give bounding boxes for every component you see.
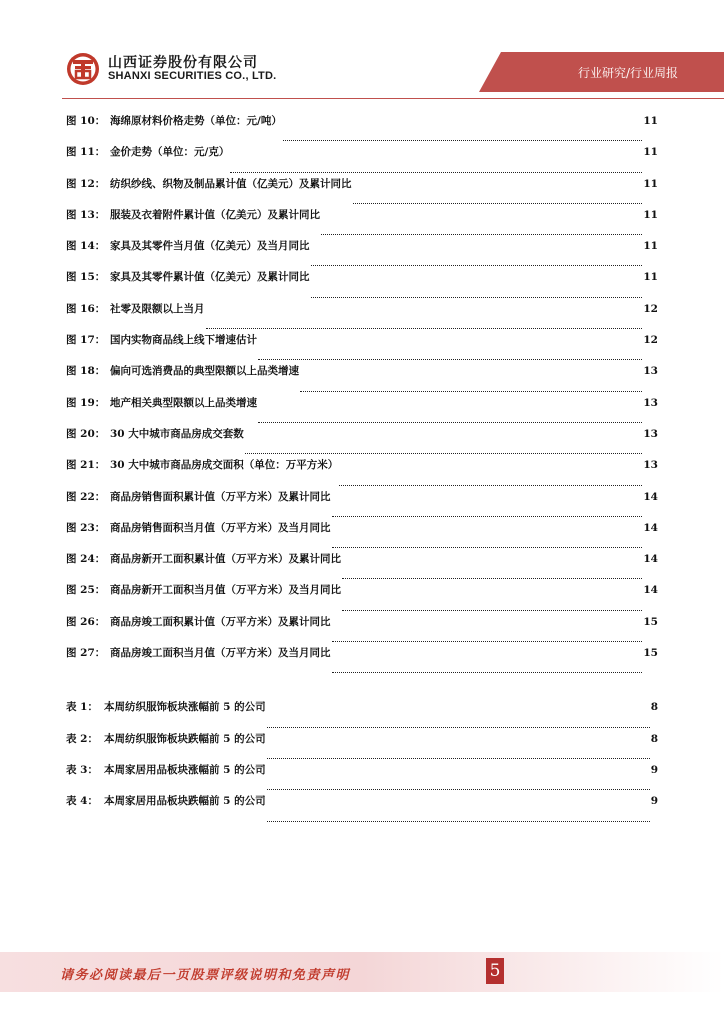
entry-label: 图 24： (66, 553, 106, 566)
dot-leader (267, 726, 650, 728)
dot-leader (353, 202, 643, 204)
report-category: 行业研究/行业周报 (577, 66, 678, 80)
entry-page-number: 8 (650, 732, 658, 745)
dot-leader (230, 171, 642, 173)
entry-page-number: 11 (643, 146, 658, 159)
dot-leader (300, 390, 642, 392)
table-of-contents (66, 114, 658, 826)
toc-figure-entry[interactable] (66, 239, 658, 270)
entry-title: 本周家居用品板块涨幅前 5 的公司 (104, 763, 266, 776)
entry-title: 30 大中城市商品房成交面积（单位：万平方米） (110, 459, 339, 472)
entry-page-number: 15 (643, 647, 658, 660)
entry-page-number: 11 (643, 240, 658, 253)
entry-label: 表 1： (66, 701, 98, 714)
entry-title: 金价走势（单位：元/克） (110, 146, 230, 159)
entry-title: 地产相关典型限额以上品类增速 (110, 396, 257, 409)
page-number: 5 (486, 958, 504, 984)
toc-figure-entry[interactable] (66, 521, 658, 552)
entry-title: 国内实物商品线上线下增速估计 (110, 334, 257, 347)
entry-page-number: 9 (650, 795, 658, 808)
toc-figure-entry[interactable] (66, 427, 658, 458)
entry-label: 图 25： (66, 584, 106, 597)
toc-figure-entry[interactable] (66, 490, 658, 521)
toc-figure-entry[interactable] (66, 615, 658, 646)
entry-label: 图 21： (66, 459, 106, 472)
entry-title: 商品房新开工面积当月值（万平方米）及当月同比 (110, 584, 341, 597)
company-name-cn: 山西证券股份有限公司 (108, 55, 258, 71)
entry-label: 图 10： (66, 115, 106, 127)
entry-title: 商品房竣工面积当月值（万平方米）及当月同比 (110, 647, 331, 660)
entry-page-number: 13 (643, 459, 658, 472)
toc-figure-entry[interactable] (66, 270, 658, 301)
toc-figure-entry[interactable] (66, 396, 658, 427)
entry-title: 商品房销售面积当月值（万平方米）及当月同比 (110, 521, 331, 534)
entry-label: 图 22： (66, 490, 106, 503)
toc-figure-entry[interactable] (66, 302, 658, 333)
toc-figure-entry[interactable] (66, 208, 658, 239)
toc-figure-entry[interactable] (66, 177, 658, 208)
entry-title: 纺织纱线、织物及制品累计值（亿美元）及累计同比 (110, 177, 352, 190)
table-list (66, 700, 658, 825)
entry-label: 图 12： (66, 177, 106, 190)
shanxi-securities-logo-icon (66, 52, 100, 86)
toc-table-entry[interactable] (66, 794, 658, 825)
entry-label: 图 15： (66, 271, 106, 284)
entry-title: 本周纺织服饰板块跌幅前 5 的公司 (104, 732, 266, 745)
entry-page-number: 15 (643, 615, 658, 628)
toc-figure-entry[interactable] (66, 458, 658, 489)
dot-leader (267, 788, 650, 790)
entry-title: 服装及衣着附件累计值（亿美元）及累计同比 (110, 208, 320, 221)
entry-page-number: 9 (650, 763, 658, 776)
page-header (0, 0, 724, 100)
dot-leader (311, 296, 643, 298)
entry-page-number: 14 (643, 521, 658, 534)
entry-page-number: 14 (643, 490, 658, 503)
section-spacer (66, 677, 658, 700)
toc-figure-entry[interactable] (66, 333, 658, 364)
dot-leader (332, 640, 643, 642)
dot-leader (267, 757, 650, 759)
toc-figure-entry[interactable] (66, 583, 658, 614)
entry-page-number: 11 (643, 177, 658, 190)
toc-figure-entry[interactable] (66, 646, 658, 677)
entry-label: 图 23： (66, 521, 106, 534)
toc-table-entry[interactable] (66, 763, 658, 794)
toc-figure-entry[interactable] (66, 114, 658, 145)
entry-page-number: 13 (643, 365, 658, 378)
toc-figure-entry[interactable] (66, 145, 658, 176)
dot-leader (321, 233, 642, 235)
toc-figure-entry[interactable] (66, 364, 658, 395)
entry-title: 海绵原材料价格走势（单位：元/吨） (110, 115, 282, 127)
entry-label: 图 13： (66, 208, 106, 221)
entry-page-number: 12 (643, 302, 658, 315)
dot-leader (339, 484, 642, 486)
company-name-en: SHANXI SECURITIES CO., LTD. (108, 70, 277, 82)
entry-page-number: 12 (643, 334, 658, 347)
dot-leader (342, 609, 642, 611)
entry-page-number: 11 (643, 115, 658, 127)
dot-leader (258, 421, 642, 423)
dot-leader (245, 452, 643, 454)
dot-leader (332, 546, 643, 548)
entry-title: 社零及限额以上当月 (110, 302, 205, 315)
entry-title: 偏向可选消费品的典型限额以上品类增速 (110, 365, 299, 378)
entry-label: 图 18： (66, 365, 106, 378)
dot-leader (283, 139, 643, 141)
entry-title: 家具及其零件累计值（亿美元）及累计同比 (110, 271, 310, 284)
toc-table-entry[interactable] (66, 700, 658, 731)
entry-page-number: 8 (650, 701, 658, 714)
entry-label: 图 16： (66, 302, 106, 315)
dot-leader (332, 671, 643, 673)
header-divider (62, 98, 724, 99)
entry-label: 图 27： (66, 647, 106, 660)
entry-label: 表 3： (66, 763, 98, 776)
entry-label: 图 19： (66, 396, 106, 409)
toc-table-entry[interactable] (66, 732, 658, 763)
entry-label: 图 26： (66, 615, 106, 628)
dot-leader (332, 515, 643, 517)
entry-page-number: 13 (643, 427, 658, 440)
toc-figure-entry[interactable] (66, 552, 658, 583)
entry-page-number: 11 (643, 271, 658, 284)
entry-title: 商品房销售面积累计值（万平方米）及累计同比 (110, 490, 331, 503)
dot-leader (258, 358, 642, 360)
entry-label: 表 2： (66, 732, 98, 745)
entry-label: 图 17： (66, 334, 106, 347)
dot-leader (311, 264, 643, 266)
entry-page-number: 14 (643, 553, 658, 566)
entry-title: 商品房竣工面积累计值（万平方米）及累计同比 (110, 615, 331, 628)
entry-title: 本周家居用品板块跌幅前 5 的公司 (104, 795, 266, 808)
entry-label: 表 4： (66, 795, 98, 808)
dot-leader (342, 577, 642, 579)
entry-page-number: 14 (643, 584, 658, 597)
dot-leader (206, 327, 643, 329)
entry-label: 图 20： (66, 427, 106, 440)
entry-title: 30 大中城市商品房成交套数 (110, 427, 244, 440)
entry-title: 商品房新开工面积累计值（万平方米）及累计同比 (110, 553, 341, 566)
entry-page-number: 11 (643, 208, 658, 221)
entry-title: 本周纺织服饰板块涨幅前 5 的公司 (104, 701, 266, 714)
entry-page-number: 13 (643, 396, 658, 409)
footer-disclaimer: 请务必阅读最后一页股票评级说明和免责声明 (60, 968, 351, 983)
figure-list (66, 114, 658, 677)
entry-title: 家具及其零件当月值（亿美元）及当月同比 (110, 240, 310, 253)
dot-leader (267, 820, 650, 822)
entry-label: 图 11： (66, 146, 106, 159)
entry-label: 图 14： (66, 240, 106, 253)
